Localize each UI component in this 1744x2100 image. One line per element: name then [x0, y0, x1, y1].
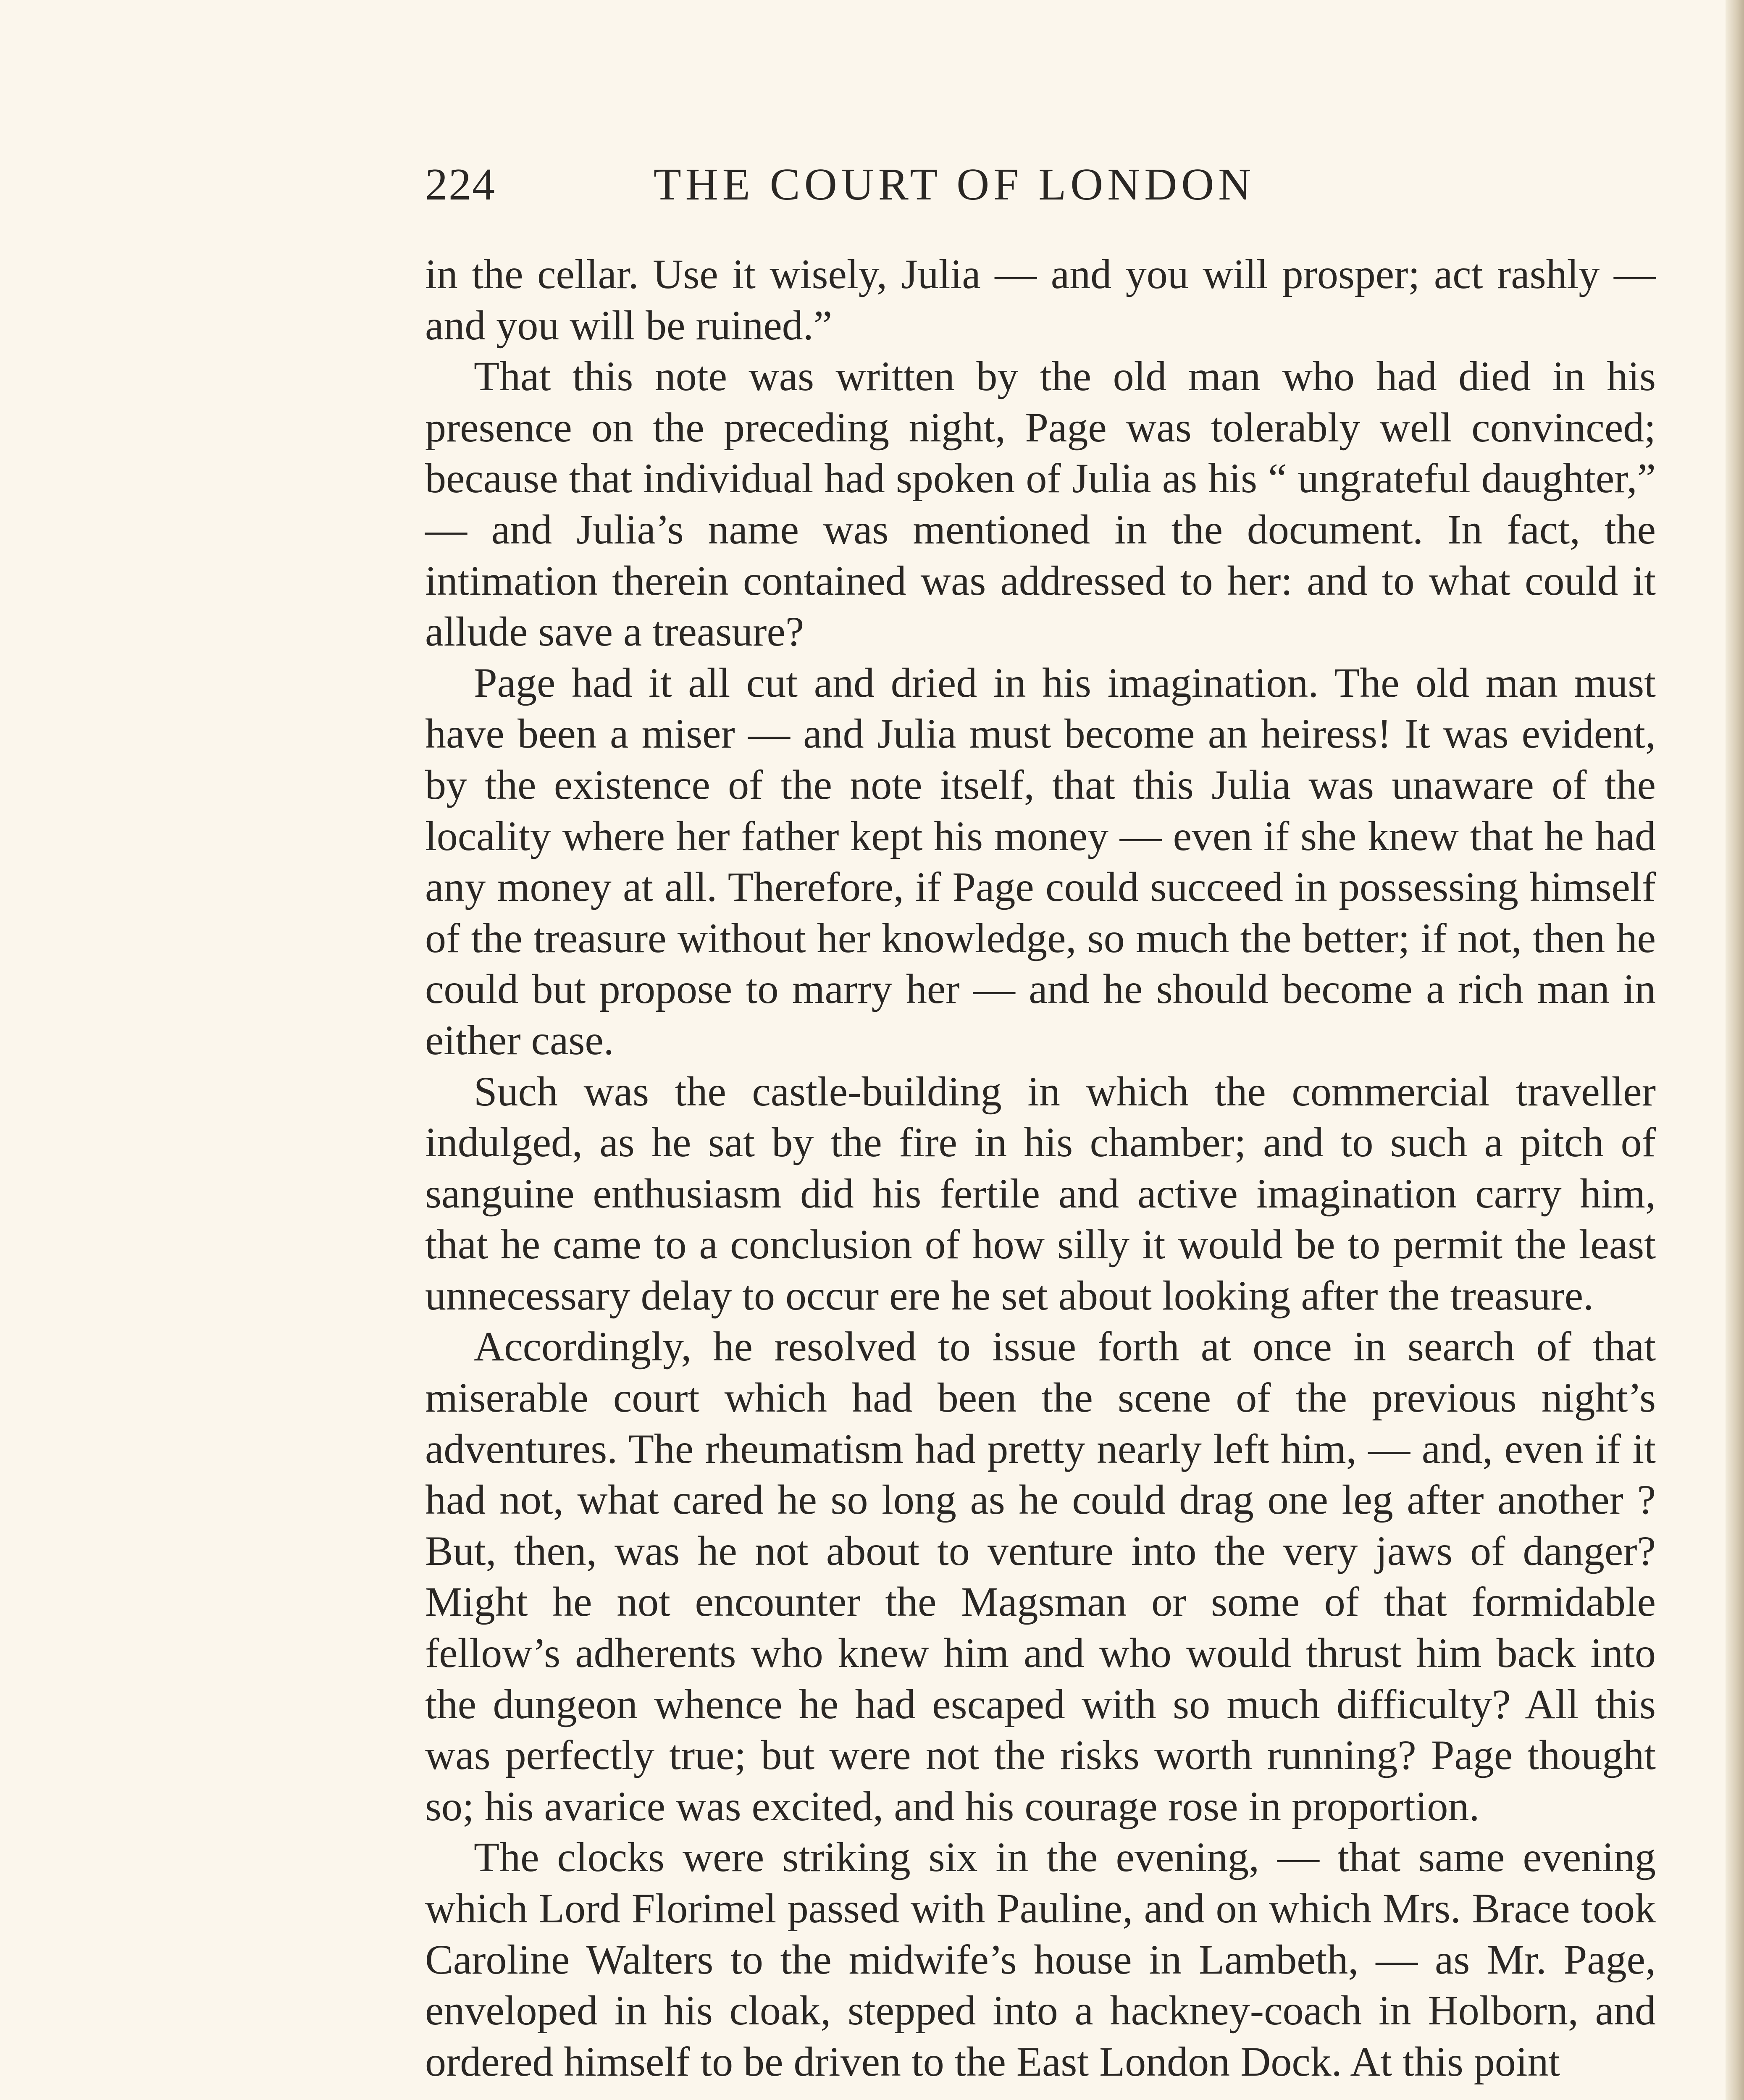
paragraph-continued: in the cellar. Use it wisely, Julia — and you will prosper; act rashly — and you will be ruined.” [425, 251, 1656, 349]
paragraph: The clocks were striking six in the evening, — that same evening which Lord Florimel passed with Pauline, and on which Mrs. Brace took Caroline Walters to the midwife’s house in Lambeth, — as Mr. Page, enveloped in his cloak, stepped into a hackney-coach in Holborn, and ordered himself to be driven to the East London Dock. At this point [425, 1834, 1656, 2085]
page-number: 224 [425, 160, 496, 210]
body-text [425, 249, 1656, 2087]
paragraph: That this note was written by the old man who had died in his presence on the preceding night, Page was tolerably well convinced; because that individual had spoken of Julia as his “ ungrateful daughter,” — and Julia’s name was mentioned in the document. In fact, the intimation therein contained was addressed to her: and to what could it allude save a treasure? [425, 353, 1656, 655]
running-title: THE COURT OF LONDON [653, 160, 1255, 210]
page-edge-shadow [1726, 0, 1744, 2100]
running-head [425, 155, 1652, 214]
paragraph: Page had it all cut and dried in his imagination. The old man must have been a miser — and Julia must become an heiress! It was evident, by the existence of the note itself, that this Julia was unaware of the locality where her father kept his money — even if she knew that he had any money at all. Therefore, if Page could succeed in possessing himself of the treasure without her knowledge, so much the better; if not, then he could but propose to marry her — and he should become a rich man in either case. [425, 659, 1656, 1063]
paragraph: Such was the castle-building in which the commercial traveller indulged, as he sat by the fire in his chamber; and to such a pitch of sanguine enthusiasm did his fertile and active imagination carry him, that he came to a conclusion of how silly it would be to permit the least unnecessary delay to occur ere he set about looking after the treasure. [425, 1068, 1656, 1319]
paragraph: Accordingly, he resolved to issue forth at once in search of that miserable court which had been the scene of the previous night’s adventures. The rheumatism had pretty nearly left him, — and, even if it had not, what cared he so long as he could drag one leg after another ? But, then, was he not about to venture into the very jaws of danger? Might he not encounter the Magsman or some of that formidable fellow’s adherents who knew him and who would thrust him back into the dungeon whence he had escaped with so much difficulty? All this was perfectly true; but were not the risks worth running? Page thought so; his avarice was excited, and his courage rose in proportion. [425, 1323, 1656, 1830]
